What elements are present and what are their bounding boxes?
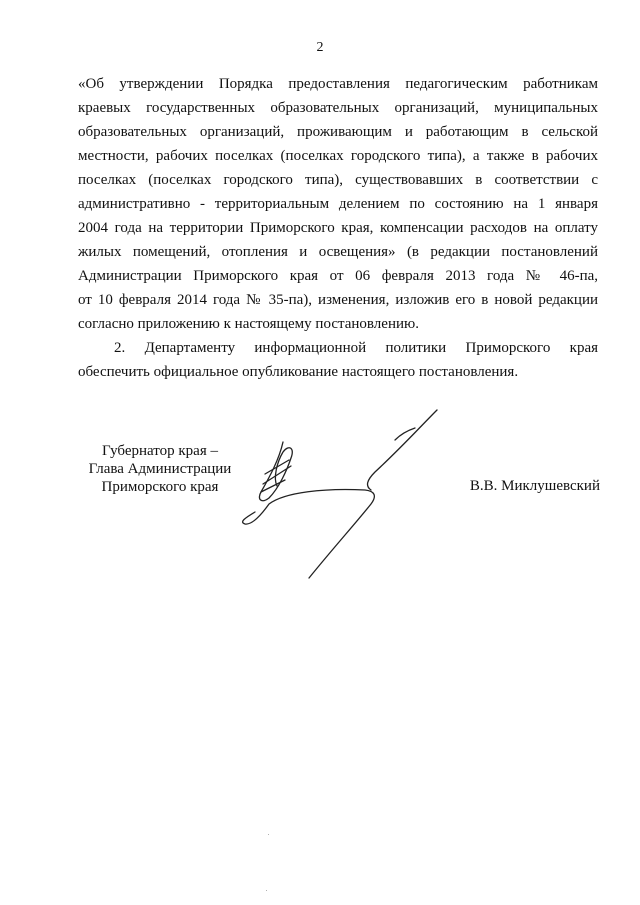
text-line: Администрации Приморского края от 06 февраля 2013 года № 46-па,: [78, 268, 598, 284]
text-line: образовательных организаций, проживающим и работающим в сельской: [78, 124, 598, 140]
text-line: «Об утверждении Порядка предоставления педагогическим работникам: [78, 76, 598, 92]
text-line: 2004 года на территории Приморского края, компенсации расходов на оплату: [78, 220, 598, 236]
signatory-title-line: Губернатор края –: [102, 443, 218, 459]
text-line: жилых помещений, отопления и освещения» (в редакции постановлений: [78, 244, 598, 260]
paragraph-2-line: обеспечить официальное опубликование настоящего постановления.: [78, 364, 519, 380]
signatory-name: В.В. Миклушевский: [469, 478, 600, 494]
text-line: административно - территориальным делением по состоянию на 1 января: [78, 196, 598, 212]
text-line: от 10 февраля 2014 года № 35-па), изменения, изложив его в новой редакции: [78, 292, 598, 308]
text-line: краевых государственных образовательных организаций, муниципальных: [78, 100, 598, 116]
handwritten-signature: [225, 400, 455, 580]
scan-speck: [268, 834, 269, 835]
signatory-title-line: Приморского края: [101, 479, 219, 495]
page-number: 2: [316, 40, 324, 55]
text-line: местности, рабочих поселках (поселках городского типа), а также в рабочих: [78, 148, 598, 164]
signatory-title: [80, 442, 240, 496]
scan-speck: [266, 890, 267, 891]
document-body: [78, 72, 598, 384]
paragraph-2-line: 2. Департаменту информационной политики Приморского края: [114, 340, 598, 356]
text-line: согласно приложению к настоящему постановлению.: [78, 316, 419, 332]
text-line: поселках (поселках городского типа), существовавших в соответствии с: [78, 172, 598, 188]
signatory-title-line: Глава Администрации: [88, 461, 232, 477]
